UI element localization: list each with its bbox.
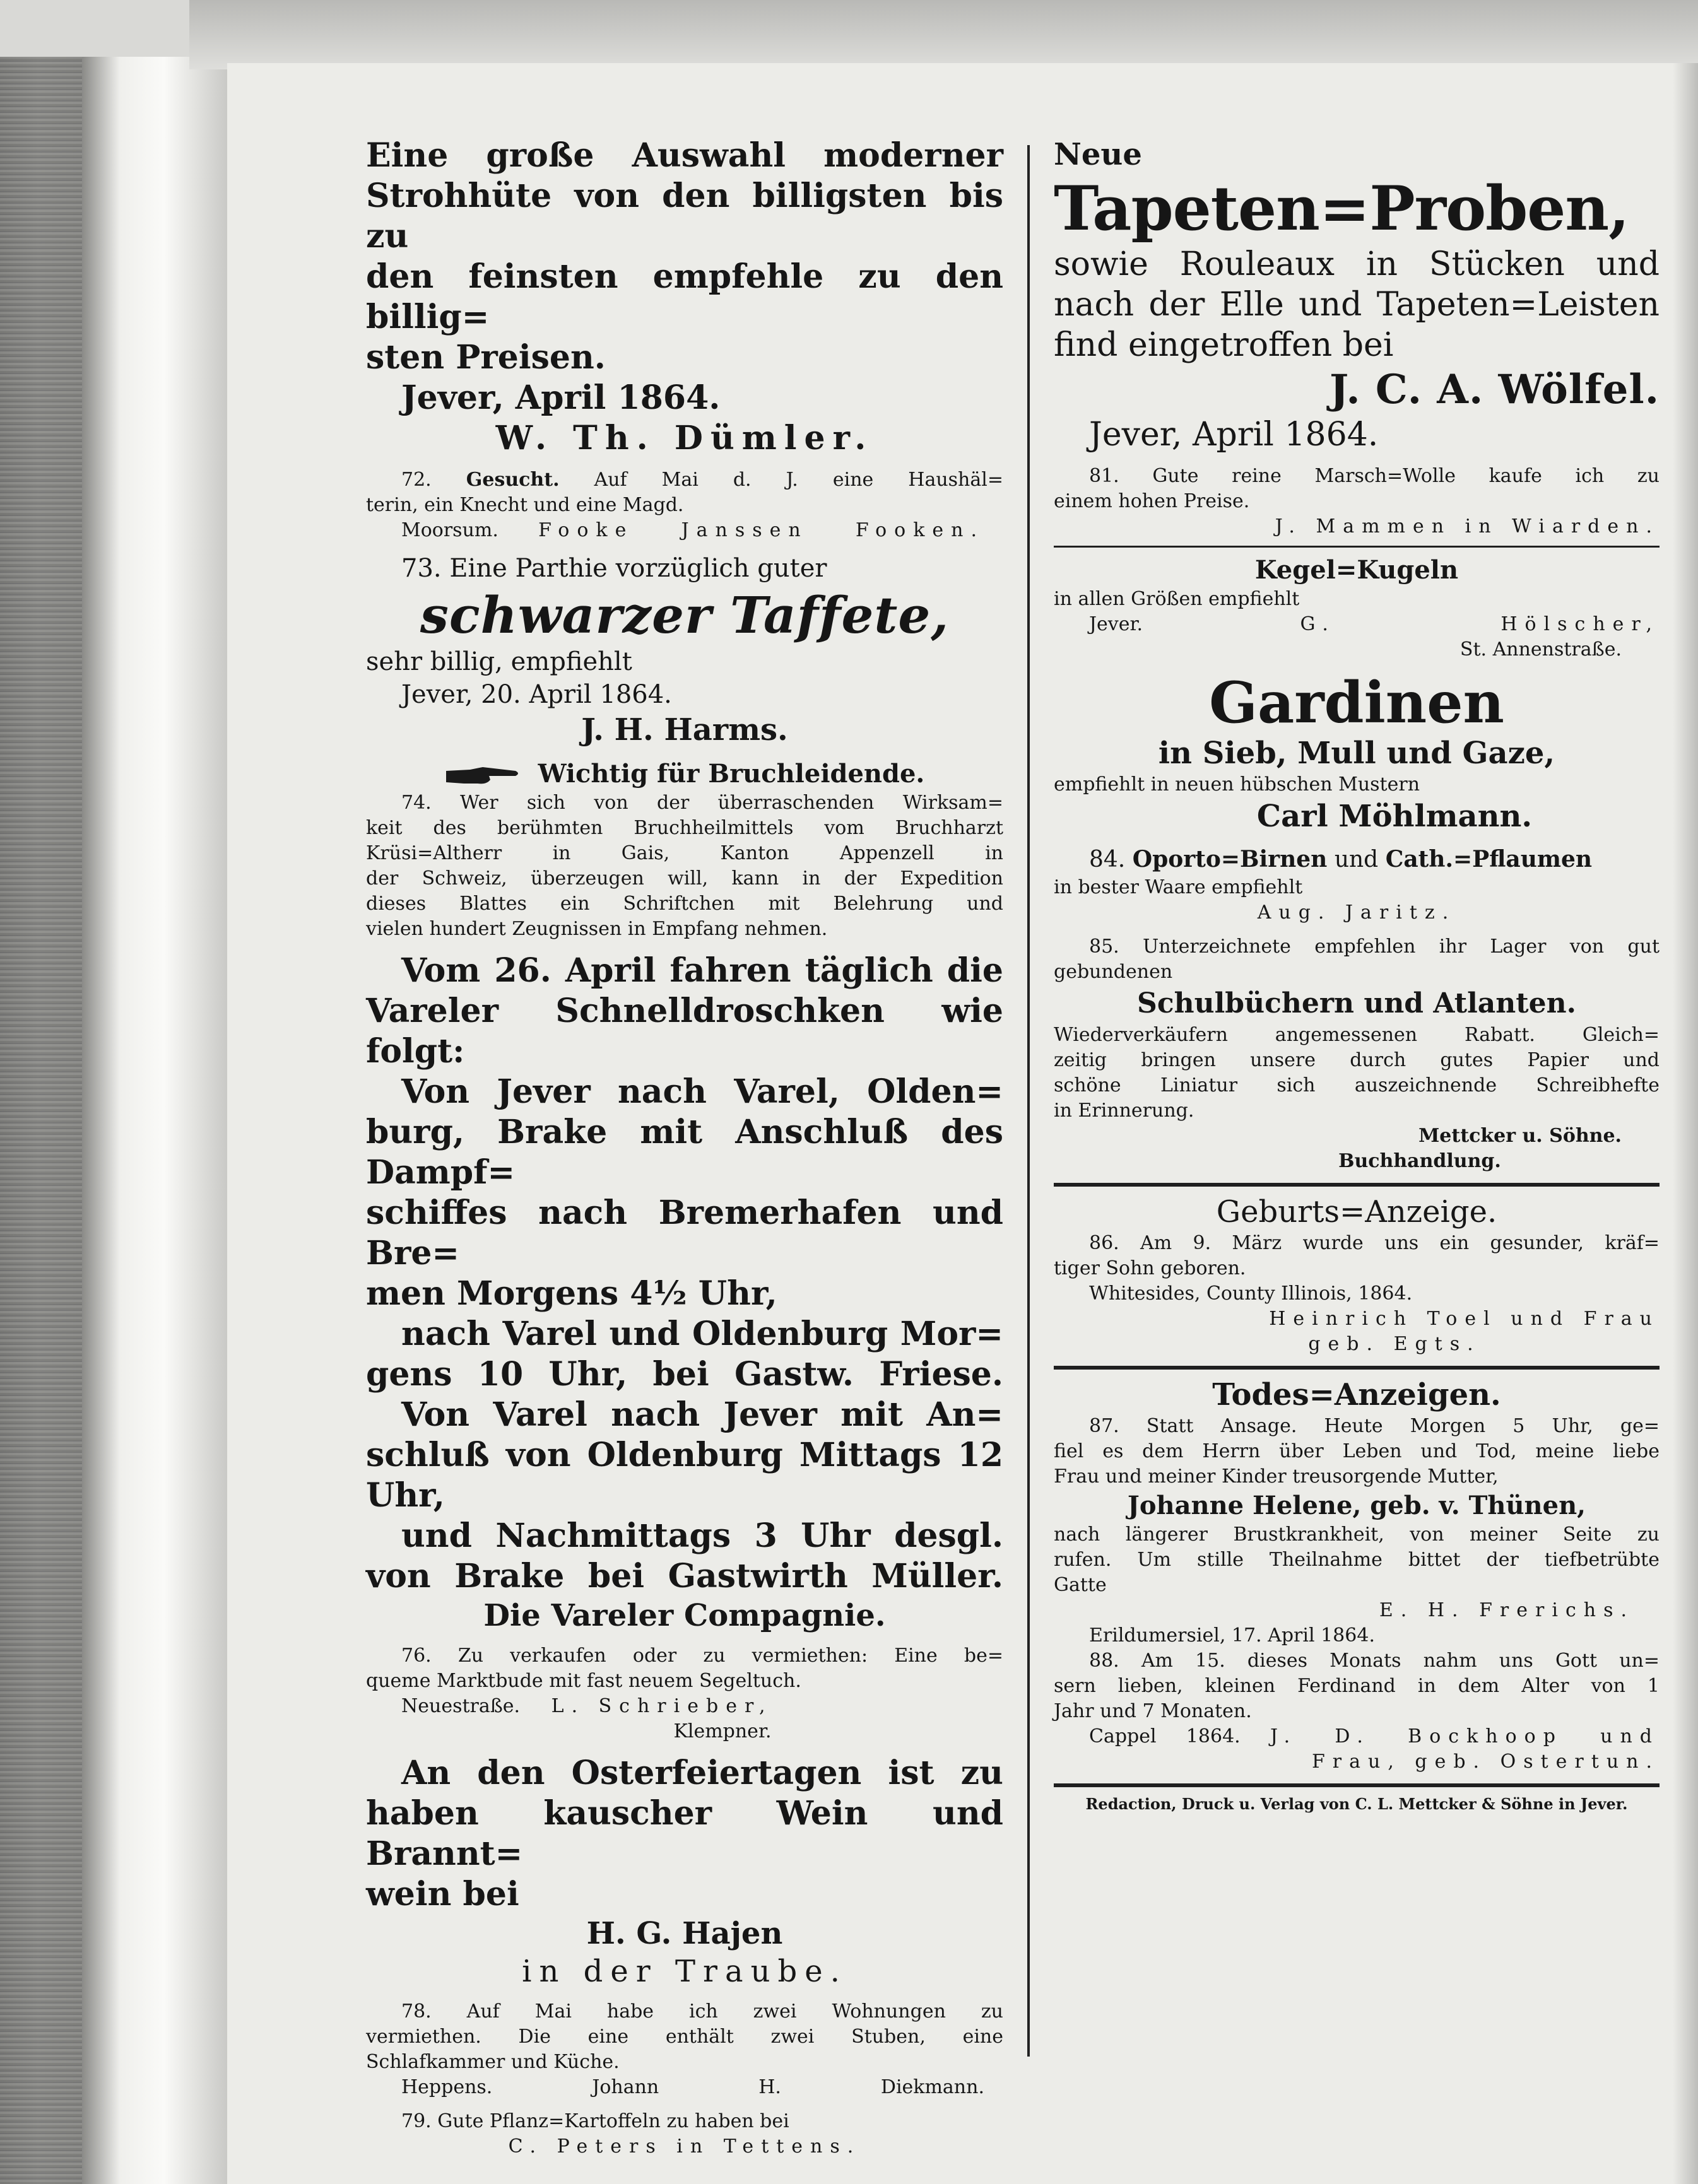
ad-82: [1054, 554, 1660, 662]
book-edge-left: [0, 57, 227, 2184]
ad-line: 87. Statt Ansage. Heute Morgen 5 Uhr, ge=: [1089, 1415, 1660, 1437]
ad-line: den feinsten empfehle zu den billig=: [366, 257, 1003, 336]
signature: Aug. Jaritz.: [1257, 901, 1456, 924]
ad-84: [1054, 844, 1660, 925]
place-date: Jever, 20. April 1864.: [401, 680, 672, 709]
ad-line: Jahr und 7 Monaten.: [1054, 1700, 1252, 1722]
ad-75-coach-schedule: [366, 951, 1003, 1635]
ad-line: empfiehlt in neuen hübschen Mustern: [1054, 773, 1420, 796]
ad-line: 85. Unterzeichnete empfehlen ihr Lager von gut: [1089, 936, 1660, 958]
place: Neuestraße.: [401, 1695, 521, 1717]
ad-line: keit des berühmten Bruchheilmittels vom Bruchharzt: [366, 817, 1003, 839]
death-notices: [1054, 1376, 1660, 1775]
ad-line: queme Marktbude mit fast neuem Segeltuch.: [366, 1670, 801, 1692]
ad-line: in Erinnerung.: [1054, 1100, 1194, 1122]
section-heading: Todes=Anzeigen.: [1212, 1377, 1501, 1412]
place: Heppens.: [401, 2076, 493, 2098]
page-top-shadow: [189, 0, 1698, 69]
ad-77: [366, 1753, 1003, 1990]
ad-line: 86. Am 9. März wurde uns ein gesunder, kräf=: [1089, 1232, 1660, 1254]
ad-80-wallpaper: [1054, 136, 1660, 455]
signature: Carl Möhlmann.: [1256, 799, 1533, 834]
ad-line: tiger Sohn geboren.: [1054, 1257, 1246, 1279]
pointing-hand-icon: [445, 765, 521, 787]
ad-text: Auf Mai d. J. eine Haushäl=: [594, 469, 1003, 491]
deceased-name: Johanne Helene, geb. v. Thünen,: [1127, 1491, 1586, 1520]
separator: [1054, 1366, 1660, 1370]
ad-76: [366, 1643, 1003, 1744]
ad-conjunction: und: [1334, 847, 1379, 872]
place: Jever.: [1089, 613, 1143, 635]
ad-text: sehr billig, empfiehlt: [366, 647, 632, 676]
signature: L. Schrieber,: [551, 1695, 773, 1717]
ad-73: [366, 552, 1003, 749]
ad-heading: Schulbüchern und Atlanten.: [1137, 987, 1576, 1019]
place-date: Jever, April 1864.: [1089, 416, 1379, 454]
ad-line: zeitig bringen unsere durch gutes Papier und: [1054, 1049, 1660, 1071]
place: in der Traube.: [522, 1954, 847, 1989]
ad-intro: 73. Eine Parthie vorzüglich guter: [401, 554, 827, 583]
ad-line: Vareler Schnelldroschken wie folgt:: [366, 992, 1003, 1071]
ad-line: Frau und meiner Kinder treusorgende Mutter,: [1054, 1465, 1499, 1488]
signature: H. G. Hajen: [586, 1916, 783, 1951]
ad-79: [366, 2109, 1003, 2159]
ad-headline: Gardinen: [1209, 669, 1504, 736]
ad-line: An den Osterfeiertagen ist zu: [401, 1754, 1003, 1792]
signature: J. Mammen in Wiarden.: [1275, 515, 1660, 537]
ad-line: Vom 26. April fahren täglich die: [401, 951, 1003, 990]
ad-headline: Tapeten=Proben,: [1054, 173, 1629, 244]
ad-heading: Gesucht.: [466, 469, 560, 491]
occupation: Klempner.: [673, 1720, 772, 1742]
ad-line: Krüsi=Altherr in Gais, Kanton Appenzell in: [366, 842, 1003, 864]
place-date: Cappel 1864.: [1089, 1725, 1241, 1747]
signature: Mettcker u. Söhne.: [1418, 1125, 1622, 1147]
signature-nee: geb. Egts.: [1308, 1333, 1481, 1355]
signature-sub: Buchhandlung.: [1338, 1150, 1501, 1172]
signature: E. H. Frerichs.: [1379, 1599, 1634, 1621]
ad-line: dieses Blattes ein Schriftchen mit Belehrung und: [366, 893, 1003, 915]
right-column: [1054, 136, 1660, 1815]
ad-line: schöne Liniatur sich auszeichnende Schreibhefte: [1054, 1074, 1660, 1096]
page-right-edge: [1673, 63, 1698, 2184]
ad-headline: schwarzer Taffete,: [420, 585, 950, 645]
place-date: Whitesides, County Illinois, 1864.: [1089, 1283, 1413, 1305]
separator: [1054, 1783, 1660, 1787]
ad-line: vermiethen. Die eine enthält zwei Stuben, eine: [366, 2026, 1003, 2048]
ad-81: [1054, 464, 1660, 539]
ad-line: 79. Gute Pflanz=Kartoffeln zu haben bei: [401, 2110, 789, 2132]
ad-line: 74. Wer sich von der überraschenden Wirksam=: [401, 792, 1003, 814]
ad-line: vielen hundert Zeugnissen in Empfang nehmen.: [366, 918, 828, 940]
ad-line: nach Varel und Oldenburg Mor=: [401, 1315, 1003, 1353]
place: Moorsum.: [401, 519, 498, 541]
ad-line: Wiederverkäufern angemessenen Rabatt. Gleich=: [1054, 1024, 1660, 1046]
ad-number: 84.: [1089, 847, 1126, 872]
signature: J. H. Harms.: [581, 712, 788, 748]
ad-line: nach der Elle und Tapeten=Leisten: [1054, 286, 1660, 324]
ad-line: rufen. Um stille Theilnahme bittet der tiefbetrübte: [1054, 1549, 1660, 1571]
ad-line: Gatte: [1054, 1574, 1107, 1596]
ad-line: fiel es dem Herrn über Leben und Tod, meine liebe: [1054, 1440, 1660, 1462]
ad-line: Schlafkammer und Küche.: [366, 2051, 620, 2073]
signature: Johann H. Diekmann.: [592, 2076, 984, 2098]
birth-notice: [1054, 1193, 1660, 1357]
ad-heading: Kegel=Kugeln: [1254, 555, 1459, 585]
signature: Frau, geb. Ostertun.: [1311, 1751, 1660, 1773]
ad-line: burg, Brake mit Anschluß des Dampf=: [366, 1113, 1003, 1192]
ad-straw-hats: [366, 136, 1003, 459]
imprint-footer: Redaction, Druck u. Verlag von C. L. Mettcker & Söhne in Jever.: [1085, 1795, 1628, 1813]
street: St. Annenstraße.: [1459, 638, 1622, 660]
place-date: Jever, April 1864.: [401, 379, 721, 417]
ad-text: terin, ein Knecht und eine Magd.: [366, 494, 684, 516]
ad-line: wein bei: [366, 1875, 519, 1913]
ad-line: schluß von Oldenburg Mittags 12: [366, 1436, 1003, 1474]
signature: J. D. Bockhoop und: [1270, 1725, 1660, 1747]
ad-line: Uhr,: [366, 1476, 445, 1515]
ad-heading: Wichtig für Bruchleidende.: [538, 759, 925, 789]
ad-83-curtains: [1054, 671, 1660, 835]
separator: [1054, 1183, 1660, 1187]
signature: Die Vareler Compagnie.: [483, 1598, 886, 1633]
place-date: Erildumersiel, 17. April 1864.: [1089, 1624, 1375, 1647]
ad-item: Oporto=Birnen: [1132, 846, 1328, 872]
column-divider: [1027, 145, 1030, 2057]
ad-line: haben kauscher Wein und Brannt=: [366, 1794, 1003, 1873]
ad-line: 78. Auf Mai habe ich zwei Wohnungen zu: [401, 2000, 1003, 2023]
page-stack: [0, 57, 82, 2184]
signature: W. Th. Dümler.: [495, 419, 874, 457]
ad-line: sowie Rouleaux in Stücken und: [1054, 245, 1660, 283]
signature: C. Peters in Tettens.: [508, 2135, 861, 2158]
left-column: [366, 136, 1003, 2159]
ad-line: gens 10 Uhr, bei Gastw. Friese.: [366, 1355, 1003, 1394]
ad-subheadline: in Sieb, Mull und Gaze,: [1158, 736, 1555, 771]
ad-line: find eingetroffen bei: [1054, 326, 1394, 364]
ad-line: Eine große Auswahl moderner: [366, 136, 1003, 175]
ad-line: Von Jever nach Varel, Olden=: [401, 1072, 1003, 1111]
ad-item: Cath.=Pflaumen: [1385, 846, 1593, 872]
ad-line: in allen Größen empfiehlt: [1054, 588, 1300, 610]
ad-line: Von Varel nach Jever mit An=: [401, 1395, 1003, 1434]
ad-78: [366, 1999, 1003, 2100]
ad-line: 81. Gute reine Marsch=Wolle kaufe ich zu: [1089, 465, 1660, 487]
ad-74: [366, 758, 1003, 942]
ad-intro: Neue: [1054, 137, 1142, 172]
ad-line: einem hohen Preise.: [1054, 490, 1250, 512]
ad-line: men Morgens 4½ Uhr,: [366, 1274, 777, 1313]
ad-line: gebundenen: [1054, 961, 1173, 983]
ad-72: [366, 467, 1003, 543]
ad-line: sern lieben, kleinen Ferdinand in dem Alter von 1: [1054, 1675, 1660, 1697]
ad-line: 76. Zu verkaufen oder zu vermiethen: Eine be=: [401, 1645, 1003, 1667]
signature: G. Hölscher,: [1300, 613, 1660, 635]
ad-line: der Schweiz, überzeugen will, kann in der Expedition: [366, 867, 1003, 889]
ad-line: sten Preisen.: [366, 338, 606, 377]
signature: Fooke Janssen Fooken.: [538, 519, 984, 541]
signature: Heinrich Toel und Frau: [1269, 1308, 1660, 1330]
ad-85: [1054, 934, 1660, 1174]
ad-line: schiffes nach Bremerhafen und Bre=: [366, 1194, 1003, 1272]
ad-line: nach längerer Brustkrankheit, von meiner Seite zu: [1054, 1524, 1660, 1546]
ad-line: Strohhüte von den billigsten bis zu: [366, 177, 1003, 255]
ad-number: 72.: [401, 469, 432, 491]
signature: J. C. A. Wölfel.: [1330, 366, 1660, 413]
ad-line: und Nachmittags 3 Uhr desgl.: [401, 1517, 1003, 1555]
ad-line: 88. Am 15. dieses Monats nahm uns Gott un=: [1089, 1650, 1660, 1672]
ad-line: in bester Waare empfiehlt: [1054, 876, 1303, 898]
section-heading: Geburts=Anzeige.: [1216, 1194, 1497, 1230]
ad-line: von Brake bei Gastwirth Müller.: [366, 1557, 1003, 1595]
separator: [1054, 546, 1660, 548]
